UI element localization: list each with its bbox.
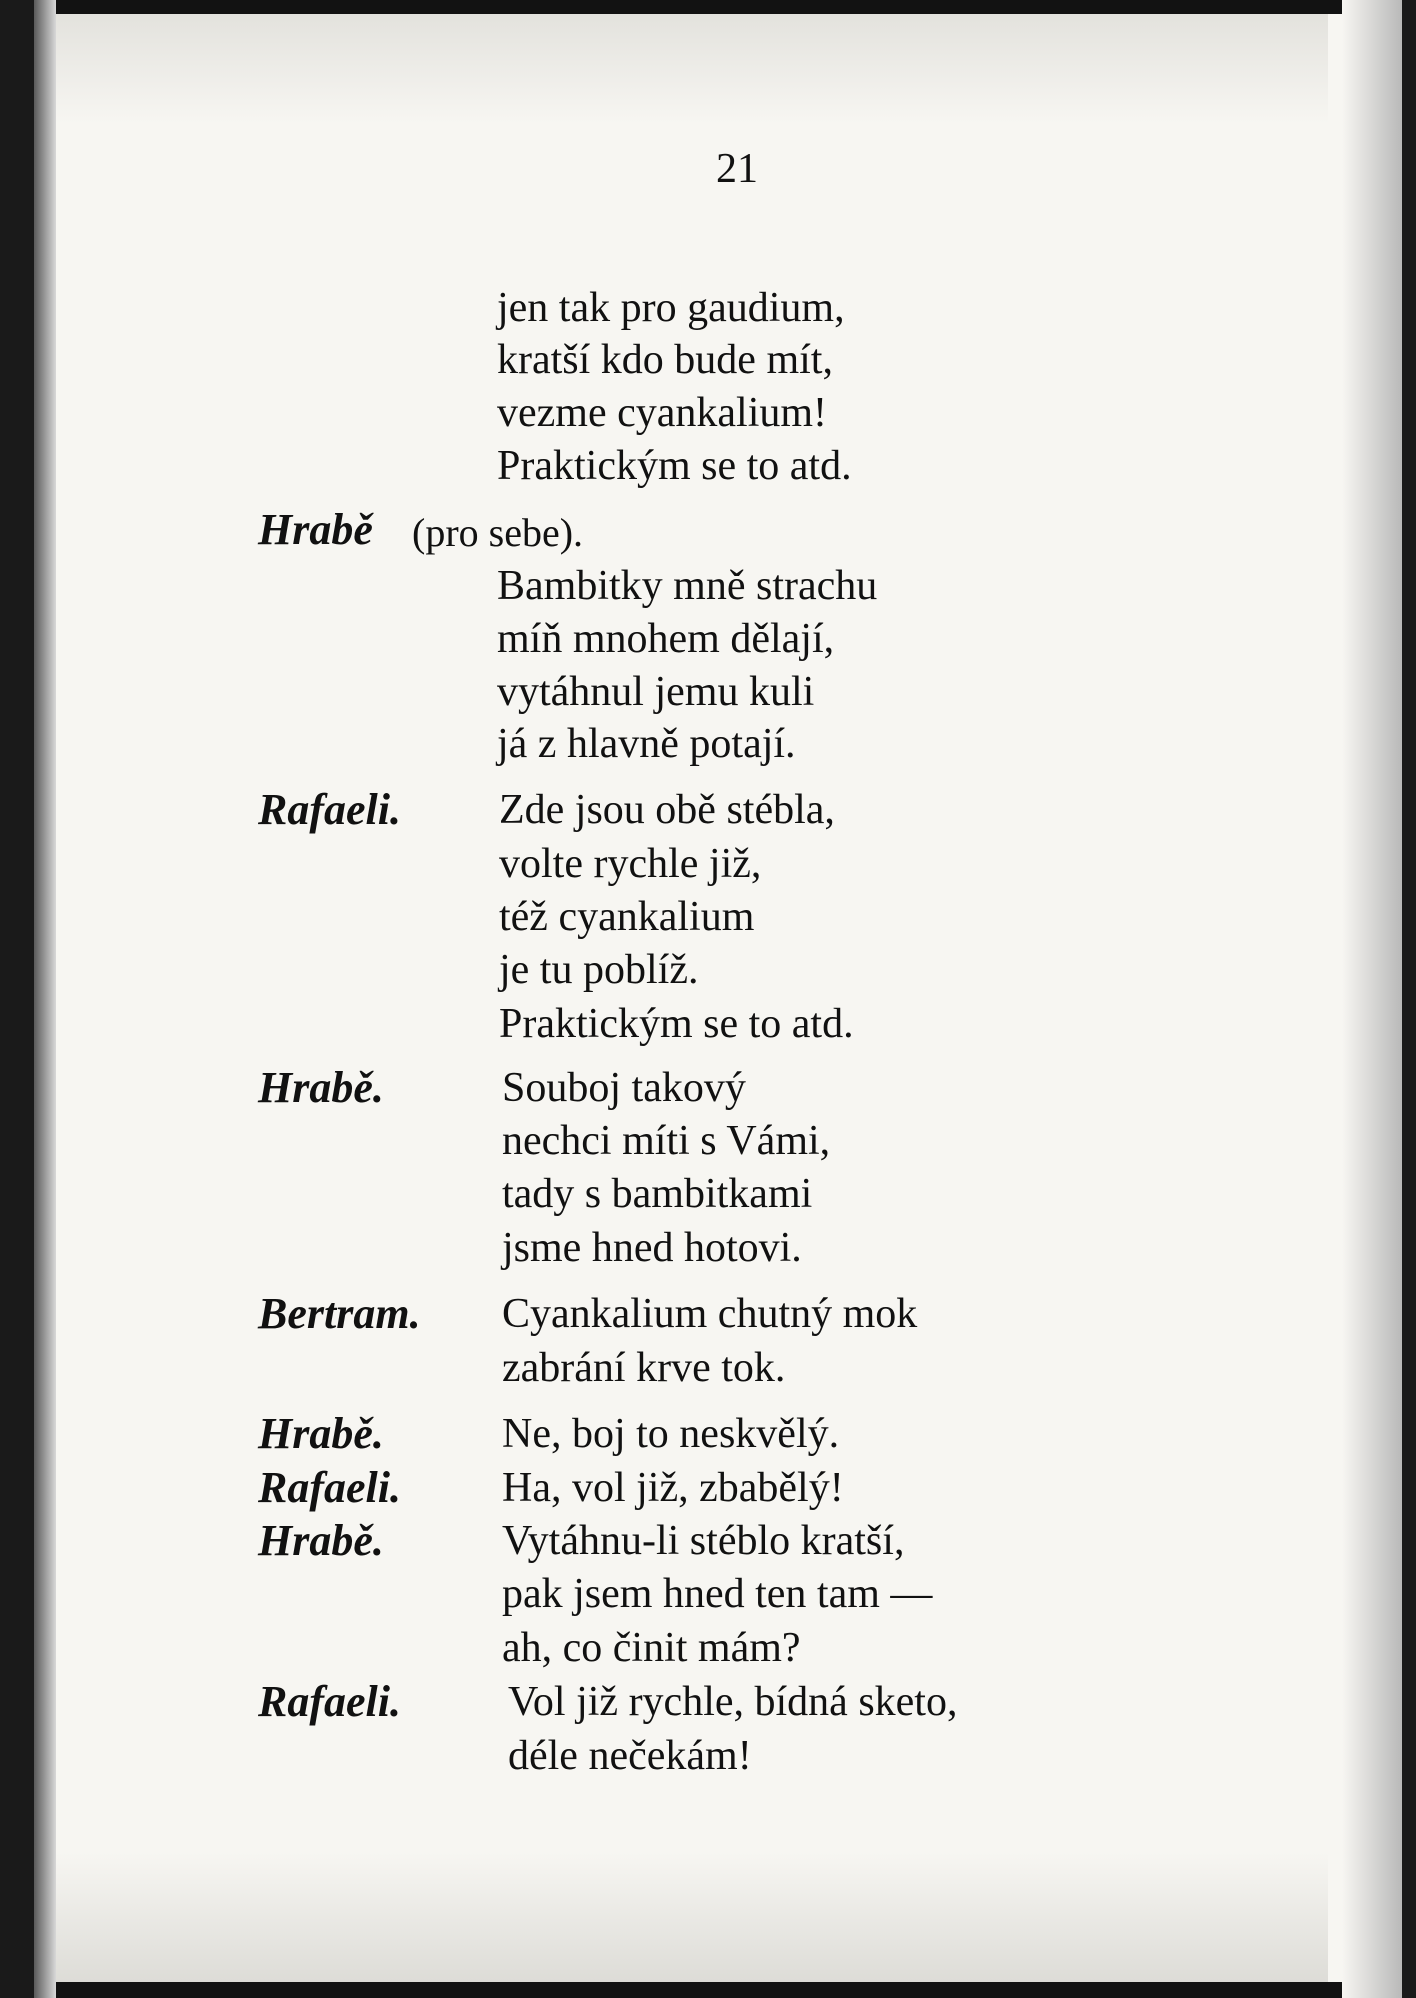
verse-line: Vol již rychle, bídná sketo, [508, 1679, 958, 1725]
speaker-name: Bertram. [258, 1289, 421, 1338]
verse-line: Ne, boj to neskvělý. [502, 1411, 840, 1457]
speaker-name: Hrabě. [258, 1063, 384, 1112]
verse-line: kratší kdo bude mít, [497, 337, 833, 383]
scan-edge-left [0, 0, 34, 1998]
verse-line: též cyankalium [499, 894, 755, 940]
verse-line: Praktickým se to atd. [499, 1001, 854, 1047]
verse-line: vytáhnul jemu kuli [497, 669, 815, 715]
verse-line: déle nečekám! [508, 1733, 752, 1779]
paper-shading-top [56, 14, 1328, 124]
verse-line: vezme cyankalium! [497, 390, 828, 436]
verse-line: Zde jsou obě stébla, [499, 787, 835, 833]
verse-line: já z hlavně potají. [497, 721, 796, 767]
scan-edge-top [0, 0, 1416, 14]
verse-line: Vytáhnu-li stéblo kratší, [502, 1518, 905, 1564]
speaker-name: Hrabě. [258, 1409, 384, 1458]
verse-line: míň mnohem dělají, [497, 616, 835, 662]
verse-line: ah, co činit mám? [502, 1625, 801, 1671]
speaker-name: Rafaeli. [258, 1463, 401, 1512]
verse-line: je tu poblíž. [499, 947, 699, 993]
page-gutter-shadow [34, 0, 56, 1998]
speaker-name: Rafaeli. [258, 785, 401, 834]
scan-edge-right [1402, 0, 1416, 1998]
verse-line: pak jsem hned ten tam — [502, 1571, 933, 1617]
verse-line: Cyankalium chutný mok [502, 1291, 918, 1337]
verse-line: Souboj takový [502, 1065, 746, 1111]
page-edge-shadow [1342, 0, 1402, 1998]
speaker-name: Hrabě. [258, 1516, 384, 1565]
verse-line: tady s bambitkami [502, 1171, 813, 1217]
verse-line: jsme hned hotovi. [502, 1225, 802, 1271]
verse-line: jen tak pro gaudium, [497, 285, 845, 331]
verse-line: nechci míti s Vámi, [502, 1118, 831, 1164]
verse-line: Praktickým se to atd. [497, 443, 852, 489]
verse-line: zabrání krve tok. [502, 1345, 786, 1391]
speaker-name: Hrabě [258, 505, 373, 554]
page-number: 21 [716, 146, 758, 192]
verse-line: volte rychle již, [499, 841, 762, 887]
speaker-name: Rafaeli. [258, 1677, 401, 1726]
verse-line: Ha, vol již, zbabělý! [502, 1465, 844, 1511]
paper-shading-bottom [56, 1852, 1328, 1982]
scan-edge-bottom [0, 1982, 1416, 1998]
stage-direction: (pro sebe). [412, 510, 584, 555]
verse-line: Bambitky mně strachu [497, 563, 878, 609]
